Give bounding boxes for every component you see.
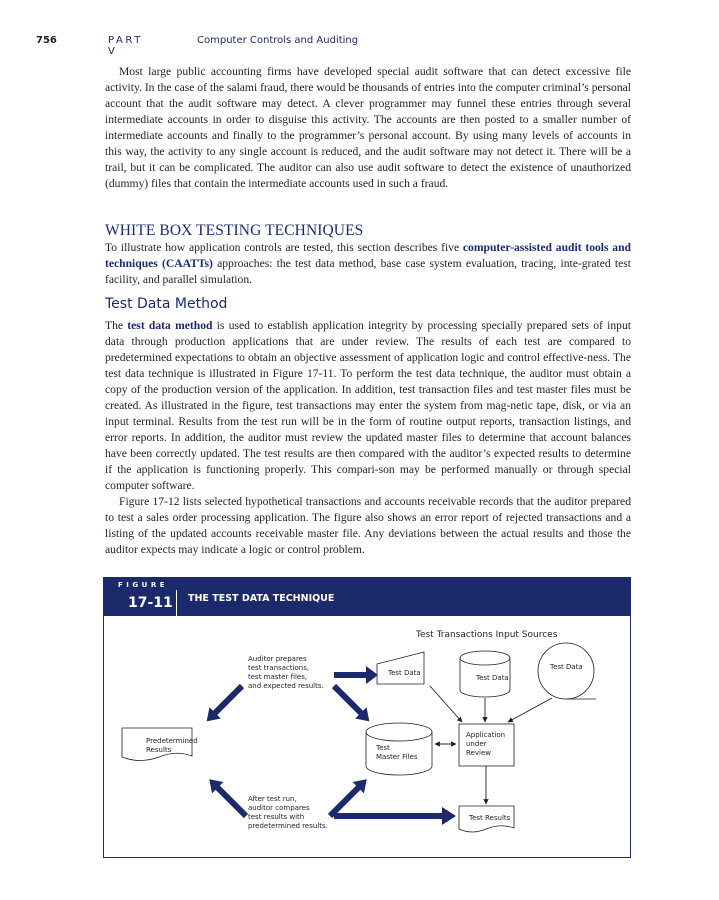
auditor-prepares-text: Auditor prepares test transactions, test master files, and expected results. <box>248 655 324 690</box>
figure-17-11 <box>103 577 631 858</box>
section-body <box>105 240 631 288</box>
figure-divider <box>176 590 177 616</box>
test-data-card-shape <box>377 652 424 684</box>
test-data-card-label: Test Data <box>388 669 421 677</box>
section-text-after: approaches: the test data method, base case system evaluation, tracing, inte-grated test facility, and parallel simulation. <box>105 257 631 286</box>
figure-title: THE TEST DATA TECHNIQUE <box>188 593 335 604</box>
section-paragraph <box>105 240 631 288</box>
test-data-disk-label: Test Data <box>476 674 509 682</box>
p1-after: is used to establish application integrity by processing specially prepared sets of input data through production applications that are under review. The results of each test are compared to predetermined expectations to obtain an objective assessment of application logic and control effective-ness. The test data technique is illustrated in Figure 17-11. To perform the test data technique, the auditor must obtain a copy of the production version of the application. In addition, test transaction files and test master files must be created. As illustrated in the figure, test transactions may enter the system from mag-netic tape, disk, or via an input terminal. Results from the test run will be in the form of routine output reports, transaction listings, and error reports. In addition, the auditor must review the updated master files to determine that account balances have been correctly updated. The test results are then compared with the auditor’s expected results to determine if the application is functioning properly. This compari-son may be performed manually or through special computer software. <box>105 319 631 492</box>
master-files-top <box>366 723 432 741</box>
test-data-method-keyword: test data method <box>127 319 213 332</box>
section-heading: WHITE BOX TESTING TECHNIQUES <box>105 222 364 239</box>
test-data-tape-label: Test Data <box>550 663 583 671</box>
arrow-to-test-data <box>334 666 378 684</box>
figure-header <box>104 578 630 616</box>
sources-title: Test Transactions Input Sources <box>416 630 558 640</box>
test-data-diagram <box>104 616 630 857</box>
predetermined-results-label: Predetermined Results <box>146 737 198 754</box>
caatts-keyword: computer-assisted audit tools and techniques (CAATTs) <box>105 241 631 270</box>
intro-paragraph: Most large public accounting firms have developed special audit software that can detect excessive file activity. In the case of the salami fraud, there would be thousands of entries into the computer criminal’s personal account that the audit software may detect. A clever programmer may funnel these entries through several intermediate accounts in order to disguise this activity. The accounts are then posted to a smaller number of intermediate accounts and finally to the programmer’s personal account. By using many levels of accounts in this way, the activity to any single account is reduced, and the audit software may not detect it. There will be a trail, but it can be complicated. The auditor can also use audit software to detect the existence of unauthorized (dummy) files that contain the intermediate accounts used in such a fraud. <box>105 65 631 190</box>
after-test-text: After test run, auditor compares test results with predetermined results. <box>248 795 328 830</box>
p1-before: The <box>105 319 128 332</box>
page-number: 756 <box>36 35 57 46</box>
subsection-heading: Test Data Method <box>105 296 228 312</box>
test-data-disk-top <box>460 651 510 665</box>
section-text-before: To illustrate how application controls are tested, this section describes five <box>105 241 463 254</box>
test-results-label: Test Results <box>469 814 511 822</box>
chapter-title: Computer Controls and Auditing <box>197 35 359 46</box>
figure-number: 17-11 <box>128 595 173 611</box>
application-label: Application under Review <box>466 731 506 757</box>
intro-block <box>105 64 631 192</box>
part-label: PART V <box>108 35 143 57</box>
subsection-body <box>105 318 631 558</box>
test-data-tape-shape <box>538 643 594 699</box>
arrow-tape-to-app <box>508 698 552 722</box>
figure-reference-paragraph: Figure 17-12 lists selected hypothetical transactions and accounts receivable records that the auditor prepared to test a sales order processing application. The figure also shows an error report of rejected transactions and a listing of the updated accounts receivable master file. Any deviations between the actual results and those the auditor expects may indicate a logic or control problem. <box>105 495 631 556</box>
master-files-label: Test Master Files <box>376 744 418 761</box>
figure-label: FIGURE <box>118 581 168 589</box>
test-data-paragraph <box>105 318 631 494</box>
arrow-card-to-app <box>430 686 462 722</box>
